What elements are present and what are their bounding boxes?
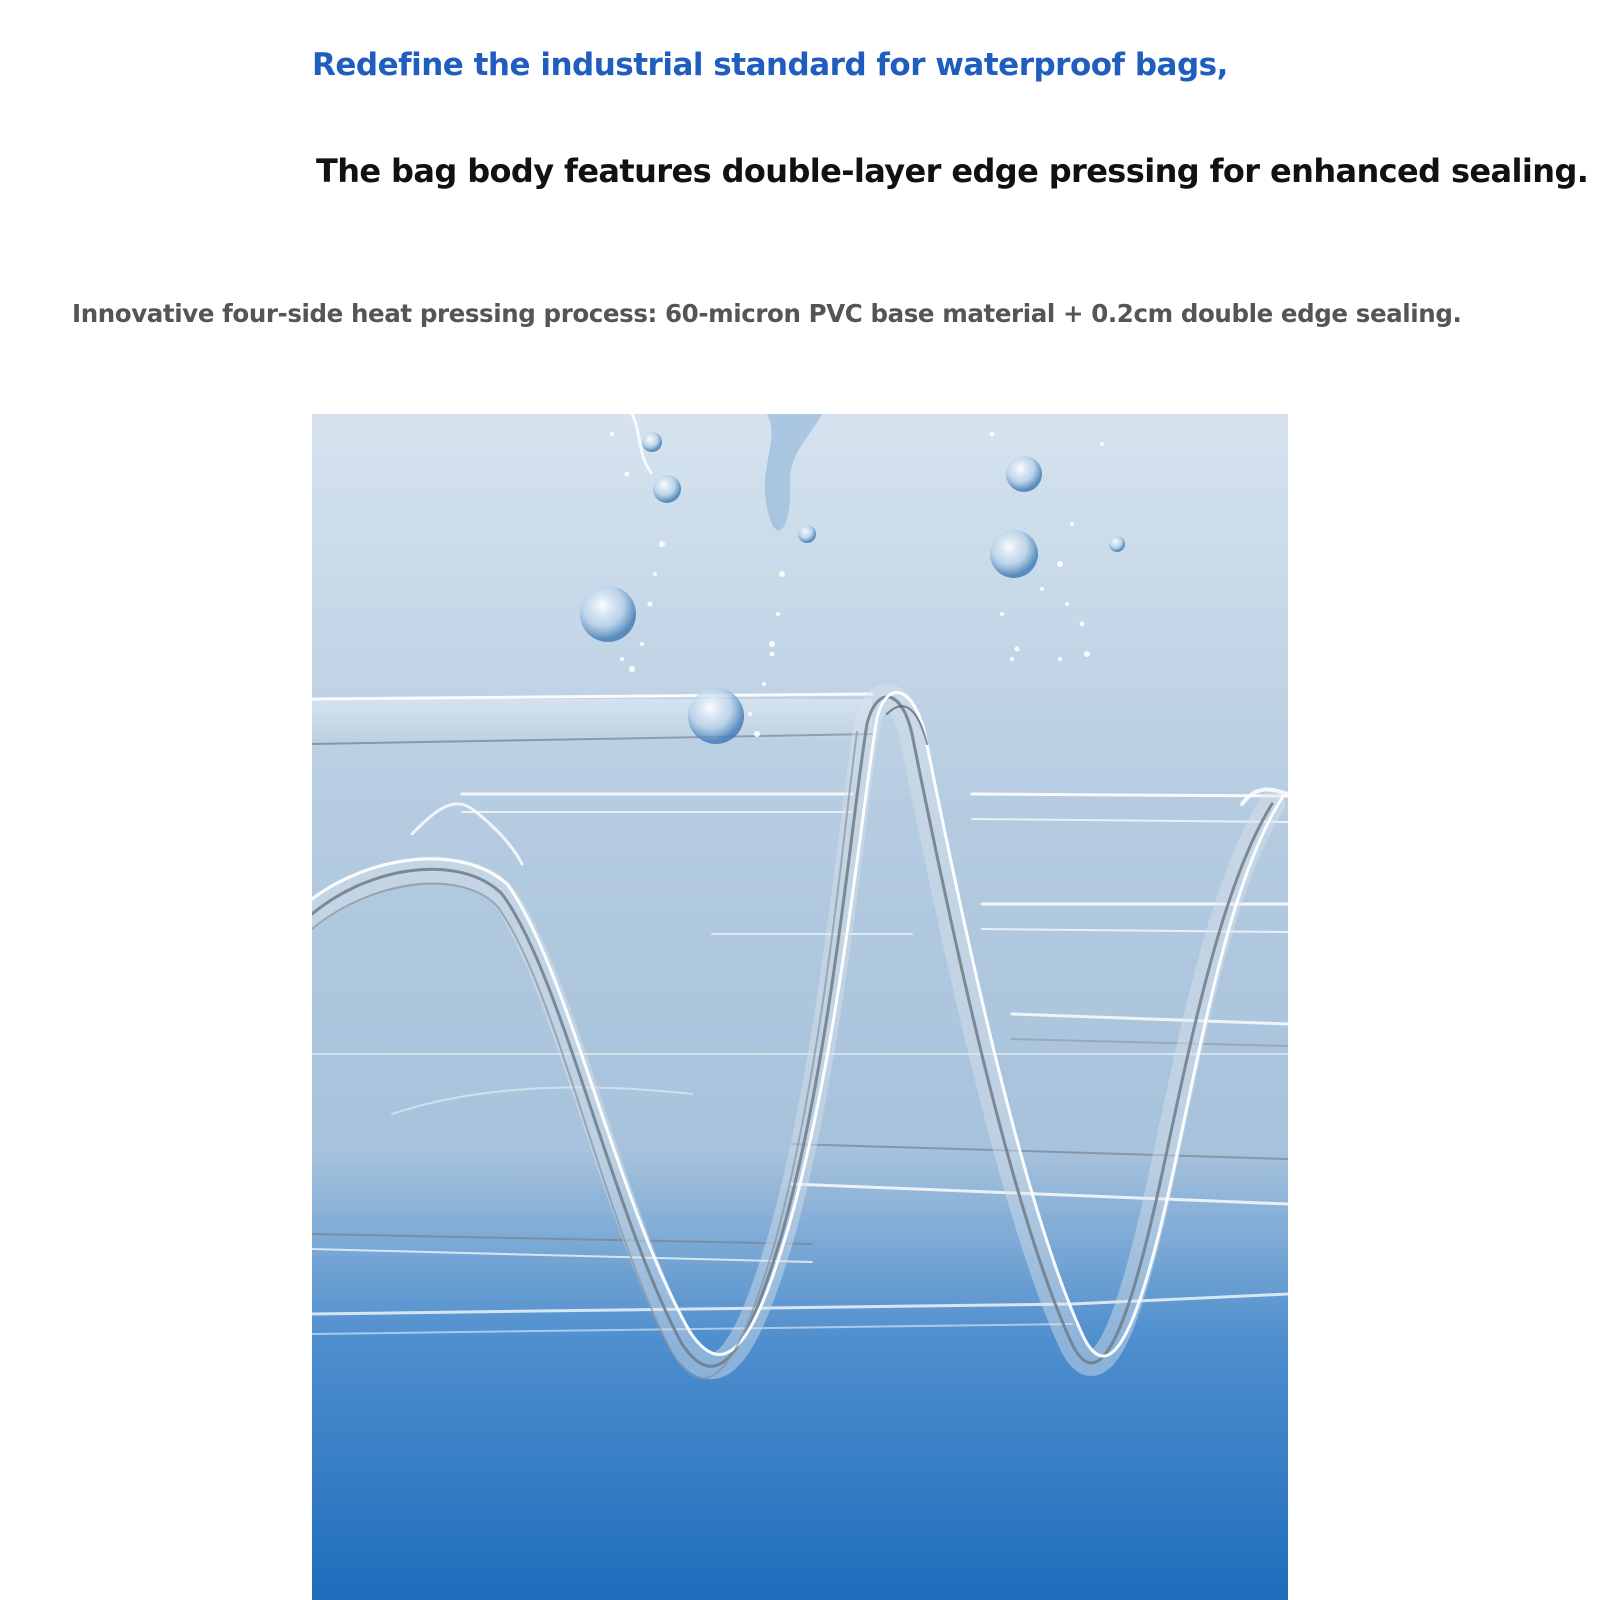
water-drop <box>653 475 681 503</box>
water-drop <box>1109 536 1125 552</box>
water-drop-large <box>990 530 1038 578</box>
water-drop-large <box>688 688 744 744</box>
process-caption: Innovative four-side heat pressing process: 60-micron PVC base material + 0.2cm double edge sealing. <box>72 299 1462 328</box>
subheadline: The bag body features double-layer edge pressing for enhanced sealing. <box>316 152 1589 190</box>
photo-background <box>312 414 1288 1600</box>
water-drop <box>642 432 662 452</box>
film-illustration <box>312 414 1288 1600</box>
water-drop <box>798 525 816 543</box>
water-drop <box>1006 456 1042 492</box>
headline: Redefine the industrial standard for waterproof bags, <box>312 47 1228 83</box>
water-drop-large <box>580 586 636 642</box>
waterproof-film-photo <box>312 414 1288 1600</box>
